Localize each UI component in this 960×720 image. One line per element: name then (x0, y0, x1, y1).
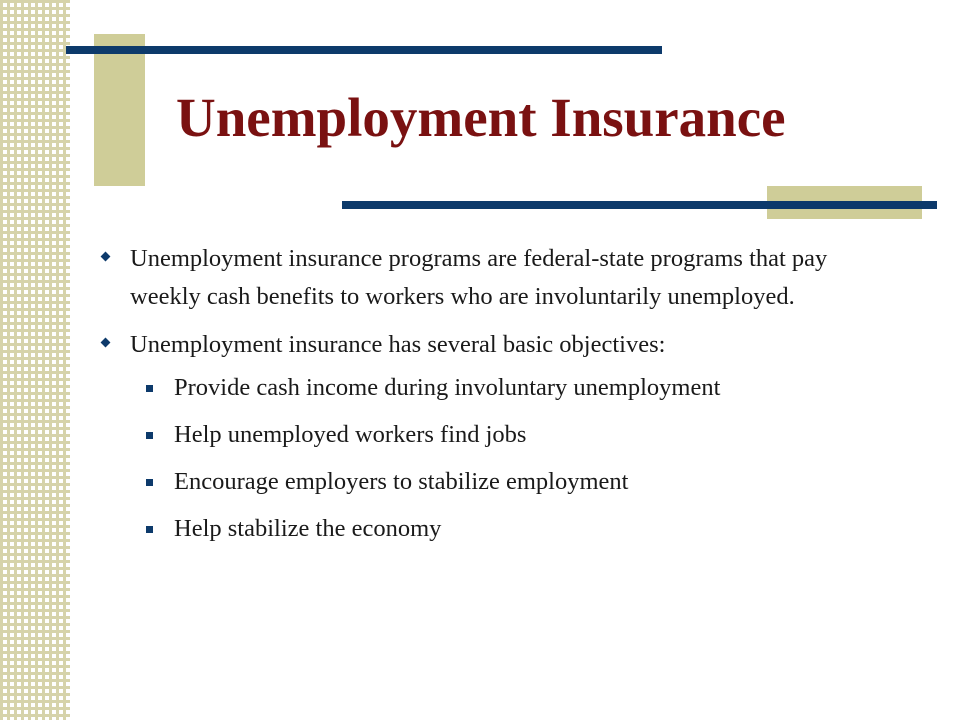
bullet-text: Unemployment insurance programs are federal-state programs that pay weekly cash benefits to workers who are involuntarily unemployed. (130, 245, 828, 310)
sub-bullet-item (96, 515, 896, 543)
square-bullet-icon (146, 385, 153, 392)
left-hatched-decoration (0, 0, 70, 720)
diamond-bullet-icon (101, 252, 111, 262)
sub-bullet-list (96, 374, 896, 543)
bullet-item (96, 240, 896, 316)
sub-bullet-text: Provide cash income during involuntary unemployment (174, 374, 721, 401)
top-olive-accent-block (94, 34, 145, 186)
square-bullet-icon (146, 526, 153, 533)
bullet-text: Unemployment insurance has several basic objectives: (130, 331, 666, 358)
top-navy-rule (66, 46, 662, 54)
diamond-bullet-icon (101, 338, 111, 348)
sub-bullet-item (96, 374, 896, 402)
square-bullet-icon (146, 479, 153, 486)
slide-title: Unemployment Insurance (176, 87, 786, 148)
bottom-navy-rule (342, 201, 937, 209)
square-bullet-icon (146, 432, 153, 439)
sub-bullet-text: Help unemployed workers find jobs (174, 421, 527, 448)
sub-bullet-text: Encourage employers to stabilize employment (174, 468, 629, 495)
slide-content (96, 240, 896, 562)
sub-bullet-item (96, 421, 896, 449)
sub-bullet-item (96, 468, 896, 496)
sub-bullet-text: Help stabilize the economy (174, 515, 442, 542)
bullet-item (96, 326, 896, 364)
